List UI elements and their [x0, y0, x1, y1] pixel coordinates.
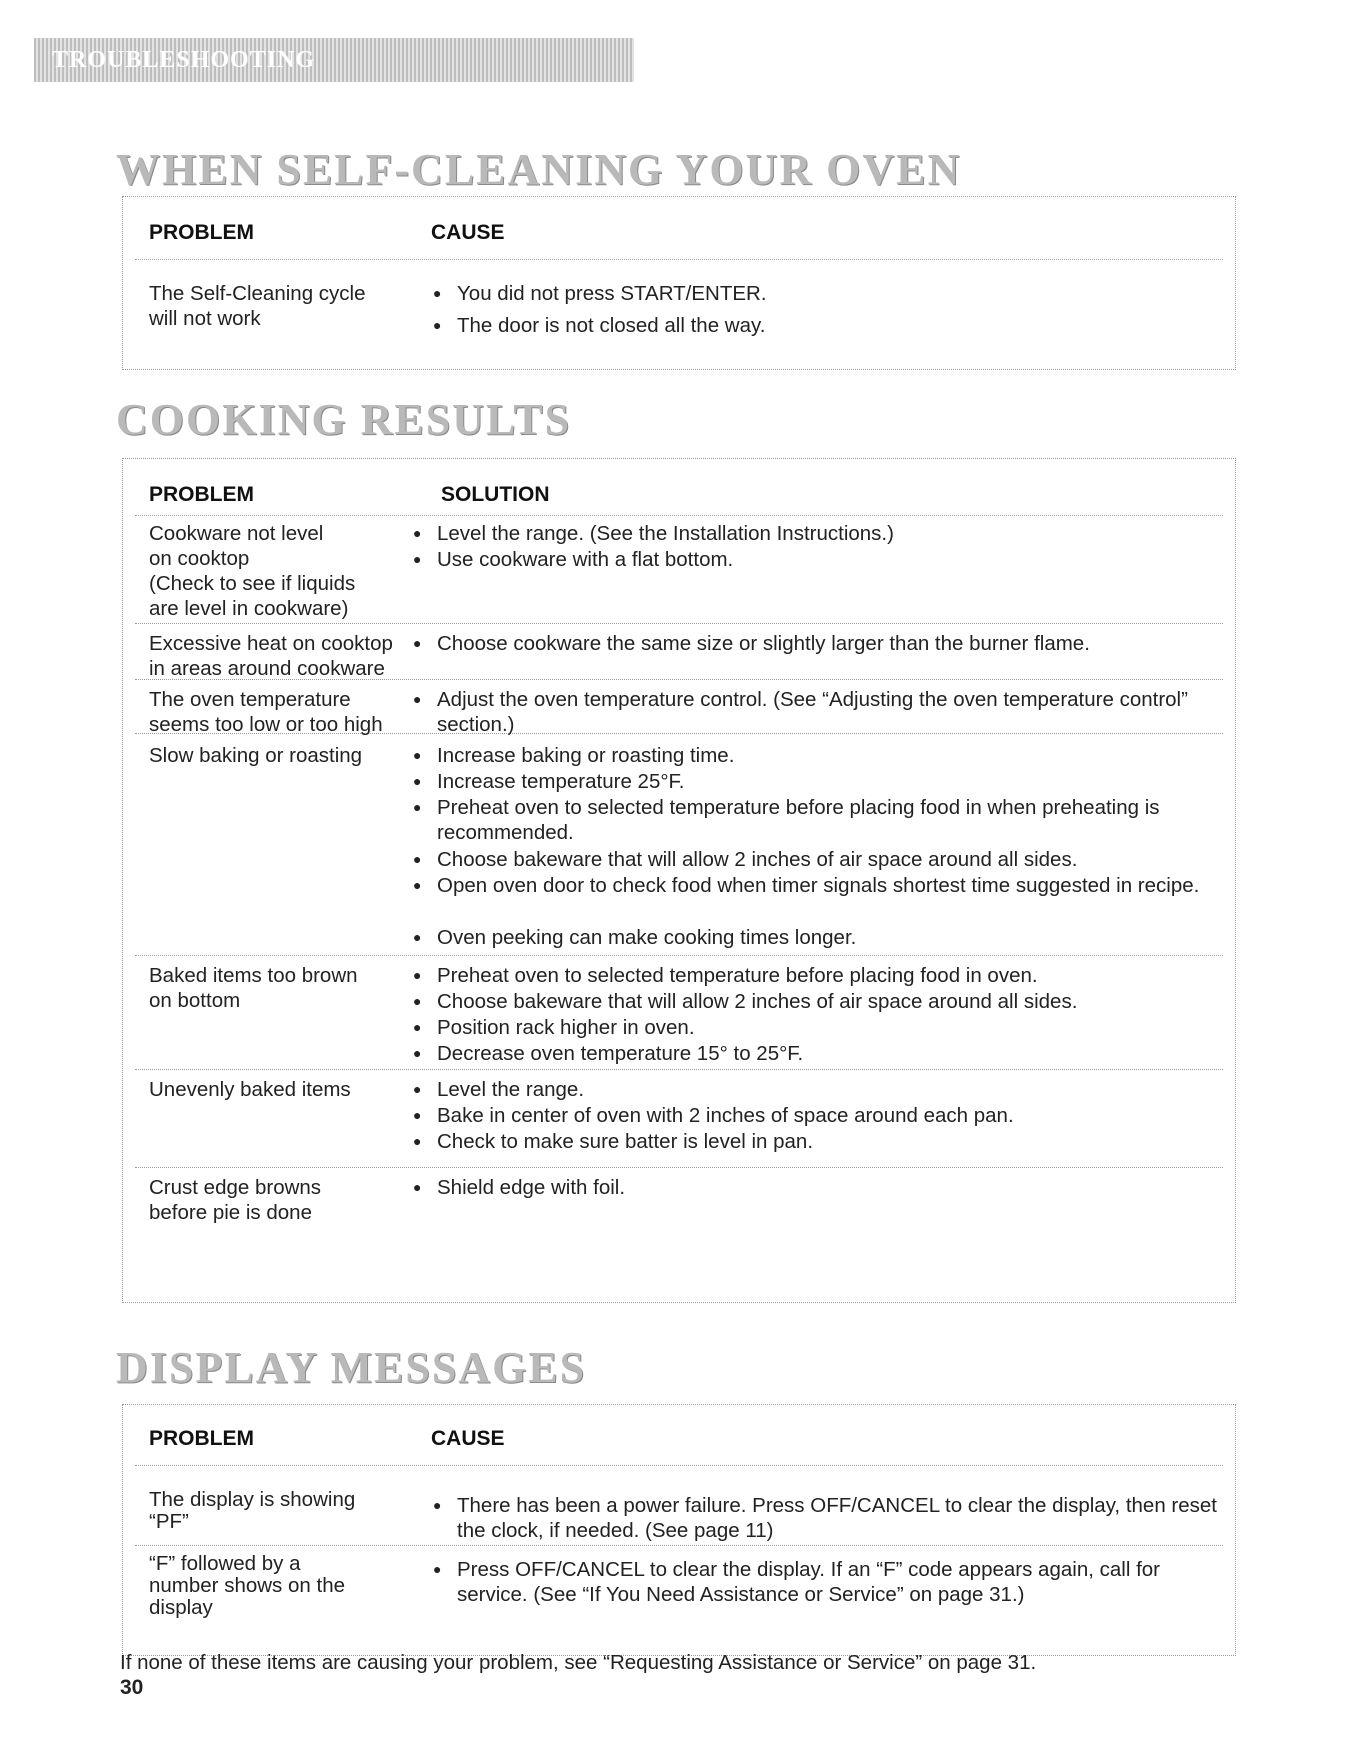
problem-text: Unevenly baked items [149, 1078, 351, 1101]
cooking-results-table [122, 458, 1236, 1303]
problem-text: Excessive heat on cooktop in areas around cookware [149, 632, 393, 680]
list-item: ● Adjust the oven temperature control. (See “Adjusting the oven temperature control” section.) [413, 687, 1225, 737]
list-item: ● Preheat oven to selected temperature before placing food in when preheating is recommended. [413, 795, 1225, 845]
column-header-problem: PROBLEM [149, 1427, 254, 1450]
header-divider [135, 1465, 1223, 1466]
list-item: ● Oven peeking can make cooking times longer. [413, 925, 1225, 950]
list-item: ● Preheat oven to selected temperature before placing food in oven. [413, 963, 1225, 988]
list-item: ● Check to make sure batter is level in pan. [413, 1129, 1225, 1154]
section-title-display-messages: DISPLAY MESSAGES [116, 1343, 587, 1392]
problem-text: Slow baking or roasting [149, 744, 363, 767]
problem-text: The display is showing “PF” [149, 1488, 356, 1533]
header-divider [135, 515, 1223, 516]
column-header-cause: CAUSE [431, 221, 505, 244]
list-item: ● Use cookware with a flat bottom. [413, 547, 1225, 572]
banner-title: TROUBLESHOOTING [52, 47, 316, 73]
page-number: 30 [120, 1676, 144, 1699]
list-item: ● You did not press START/ENTER. [433, 281, 1225, 306]
list-item: ● Choose bakeware that will allow 2 inches of air space around all sides. [413, 847, 1225, 872]
problem-text: “F” followed by a number shows on the display [149, 1552, 346, 1619]
list-item: ● The door is not closed all the way. [433, 313, 1225, 338]
list-item: ● Open oven door to check food when timer signals shortest time suggested in recipe. [413, 873, 1225, 898]
column-header-cause: CAUSE [431, 1427, 505, 1450]
section-title-cooking-results: COOKING RESULTS [116, 395, 572, 444]
list-item: ● There has been a power failure. Press OFF/CANCEL to clear the display, then reset the clock, if needed. (See page 11) [433, 1493, 1225, 1543]
row-divider [135, 1545, 1223, 1546]
column-header-problem: PROBLEM [149, 221, 254, 244]
display-messages-table [122, 1404, 1236, 1656]
list-item: ● Increase temperature 25°F. [413, 769, 1225, 794]
list-item: ● Shield edge with foil. [413, 1175, 1225, 1200]
list-item: ● Choose bakeware that will allow 2 inches of air space around all sides. [413, 989, 1225, 1014]
list-item: ● Increase baking or roasting time. [413, 743, 1225, 768]
row-divider [135, 1167, 1223, 1168]
footer-note: If none of these items are causing your problem, see “Requesting Assistance or Service” on page 31. [120, 1651, 1037, 1674]
column-header-problem: PROBLEM [149, 483, 254, 506]
problem-text: Crust edge browns before pie is done [149, 1176, 322, 1224]
row-divider [135, 955, 1223, 956]
row-divider [135, 623, 1223, 624]
section-title-self-clean: WHEN SELF-CLEANING YOUR OVEN [116, 145, 962, 194]
problem-text: The Self-Cleaning cycle will not work [149, 282, 366, 330]
list-item: ● Decrease oven temperature 15° to 25°F. [413, 1041, 1225, 1066]
problem-text: Cookware not level on cooktop (Check to see if liquids are level in cookware) [149, 522, 356, 620]
list-item: ● Level the range. (See the Installation Instructions.) [413, 521, 1225, 546]
list-item: ● Choose cookware the same size or slightly larger than the burner flame. [413, 631, 1225, 656]
list-item: ● Position rack higher in oven. [413, 1015, 1225, 1040]
list-item: ● Press OFF/CANCEL to clear the display. If an “F” code appears again, call for service. (See “If You Need Assistance or Service” on page 31.) [433, 1557, 1225, 1607]
list-item: ● Bake in center of oven with 2 inches of space around each pan. [413, 1103, 1225, 1128]
header-divider [135, 259, 1223, 260]
problem-text: Baked items too brown on bottom [149, 964, 358, 1012]
self-clean-table [122, 196, 1236, 370]
list-item: ● Level the range. [413, 1077, 1225, 1102]
row-divider [135, 1069, 1223, 1070]
column-header-solution: SOLUTION [441, 483, 550, 506]
problem-text: The oven temperature seems too low or too high [149, 688, 383, 736]
